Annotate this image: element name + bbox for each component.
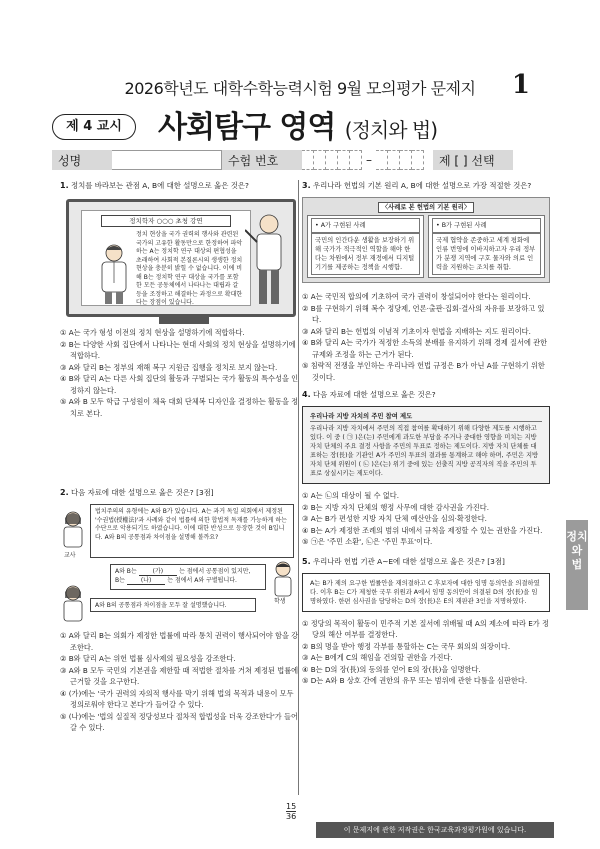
exam-number-box[interactable] [326, 150, 338, 170]
exam-header-title: 2026학년도 대학수학능력시험 9월 모의평가 문제지 [124, 79, 476, 98]
teacher-icon [60, 584, 86, 622]
option[interactable]: ③ A는 B에게 C의 해임을 건의할 권한을 가진다. [302, 653, 453, 662]
option[interactable]: ② B와 달리 A는 위헌 법률 심사제의 필요성을 강조한다. [60, 654, 236, 663]
left-column [60, 180, 300, 734]
teacher-bubble: A와 B의 공통점과 차이점을 모두 잘 설명했습니다. [90, 598, 256, 612]
screen-stand [159, 316, 209, 324]
question-1-options [60, 327, 300, 419]
option[interactable]: ② B를 구현하기 위해 복수 정당제, 언론·출판·집회·결사의 자유를 보장하고 있다. [302, 303, 545, 324]
principle-a-case: • A가 구현된 사례 국민의 인간다운 생활을 보장하기 위해 국가가 적극적인 역할을 해야 한다는 차원에서 정부 재정에서 디지털 기기를 제공하는 정책을 시행함. [307, 215, 424, 278]
lecture-banner: 정치학자 ○○○ 초청 강연 [101, 215, 231, 227]
option[interactable]: ④ B와 달리 A는 국가가 적정한 소득의 분배를 유지하기 위해 경제 질서에 관한 규제와 조정을 하는 근거가 된다. [302, 338, 548, 359]
lecture-text: 정치 현상을 국가 권력의 행사와 관련된 국가의 고유한 활동만으로 한정하여 파악하는 A는 정치학 연구 대상의 편협성을 초래하여 사회적 본질론시의 생생한 정치 현상을 충분히 밝힐 수 없습니다. 이에 비해 B는 정치학 연구 대상을 국가를 포함한 모든 공동체에서 나타나는 대립과 갈등을 조정하고 해결하는 과정으로 확대한다는 장점이 있습니다. [136, 231, 243, 306]
option[interactable]: ⑤ (나)에는 '법의 실질적 정당성보다 절차적 합법성을 더욱 강조한다'가 들어갈 수 있다. [60, 711, 298, 732]
exam-number-box[interactable] [338, 150, 350, 170]
question-4-stem: 4. 다음 자료에 대한 설명으로 옳은 것은? [302, 390, 436, 399]
student-label: 학생 [274, 598, 286, 605]
exam-number-box[interactable] [302, 150, 314, 170]
option[interactable]: ③ A와 달리 B는 정부의 재해 복구 지원금 집행을 정치로 보지 않는다. [60, 362, 278, 372]
panel-title: 우리나라 지방 자치의 주민 참여 제도 [310, 412, 542, 422]
principle-b-case: • B가 구현된 사례 국제 협약을 존중하고 세계 평화에 인류 번영에 이바지하고자 우리 정부가 분쟁 지역에 구호 물자와 의료 인력을 지원하는 조치를 취함. [428, 215, 545, 278]
question-2-stem: 2. 다음 자료에 대한 설명으로 옳은 것은? [3점] [60, 488, 214, 497]
lecturer-pointing-icon [245, 212, 289, 308]
student-bubble: A와 B는 (가) 는 점에서 공통점이 있지만, B는 (나) 는 점에서 A와 구별됩니다. [110, 564, 266, 590]
subject-sub: (정치와 법) [344, 118, 438, 142]
session-badge: 제 4 교시 [52, 114, 136, 140]
subject-side-tab: 정치와 법 [566, 520, 588, 610]
choice-label: 제 [ ] 선택 [433, 150, 513, 170]
question-5-stem: 5. 우리나라 헌법 기관 A~E에 대한 설명으로 옳은 것은? [3점] [302, 556, 505, 566]
student-icon [270, 560, 296, 598]
teacher-icon [60, 510, 86, 550]
exam-number-box[interactable] [388, 150, 400, 170]
lecture-slide [81, 210, 251, 306]
option[interactable]: ⑤ A와 B 모두 학급 구성원이 체육 대회 단체복 디자인을 결정하는 활동을 정치로 본다. [60, 397, 299, 418]
name-field[interactable] [112, 150, 222, 170]
page-counter [286, 802, 296, 821]
option[interactable]: ① A는 국민적 합의에 기초하여 국가 권력이 창설되어야 한다는 원리이다. [302, 292, 531, 301]
right-column [302, 180, 550, 687]
exam-number-box[interactable] [412, 150, 424, 170]
question-2-options [60, 630, 300, 734]
question-3-stem: 3. 우리나라 헌법의 기본 원리 A, B에 대한 설명으로 가장 적절한 것은? [302, 181, 532, 190]
teacher-student-dialog [60, 504, 300, 622]
option[interactable]: ② B는 지방 자치 단체의 행정 사무에 대한 감사권을 가진다. [302, 502, 489, 512]
page-number: 1 [511, 70, 530, 100]
exam-number-box[interactable] [376, 150, 388, 170]
exam-number-dash: – [366, 153, 372, 167]
exam-number-box[interactable] [350, 150, 362, 170]
option[interactable]: ① A와 달리 B는 의회가 제정한 법률에 따라 통치 권력이 행사되어야 함을 강조한다. [60, 631, 299, 652]
constitution-principles-panel [302, 197, 550, 283]
blank-ga: (가) [139, 568, 177, 576]
option[interactable]: ⑤ 침략적 전쟁을 부인하는 우리나라 헌법 규정은 B가 아닌 A를 구현하기 위한 것이다. [302, 361, 545, 382]
exam-number-box[interactable] [314, 150, 326, 170]
copyright-notice: 이 문제지에 관한 저작권은 한국교육과정평가원에 있습니다. [316, 822, 554, 838]
page-current: 15 [286, 802, 297, 811]
student-info-row [52, 150, 557, 170]
option[interactable]: ② B는 다양한 사회 집단에서 나타나는 현대 사회의 정치 현상을 설명하기에 적합하다. [60, 339, 296, 360]
option[interactable]: ① A는 국가 형성 이전의 정치 현상을 설명하기에 적합하다. [60, 328, 245, 337]
teacher-bubble: 법치주의의 유형에는 A와 B가 있습니다. A는 과거 독일 의회에서 제정된 '수권법(授權法)'과 사례와 같이 법률에 의한 합법적 독재를 가능하게 하는 수단으로 악용되기도 하였습니다. 이에 대한 반성으로 등장한 것이 B입니다. A와 B의 공통점과 차이점을 설명해 볼까요? [90, 504, 294, 558]
professor-illustration [96, 243, 132, 305]
option[interactable]: ③ A는 B가 편성한 지방 자치 단체 예산안을 심의·확정한다. [302, 514, 487, 523]
option[interactable]: ③ A와 달리 B는 헌법의 이념적 기초이자 헌법을 지배하는 지도 원리이다. [302, 326, 531, 336]
teacher-label: 교사 [64, 552, 76, 559]
option[interactable]: ③ A와 B 모두 국민의 기본권을 제한할 때 적법한 절차를 거쳐 제정된 법률에 근거할 것을 요구한다. [60, 665, 299, 686]
name-label: 성명 [52, 150, 112, 170]
lecture-screen [66, 199, 296, 317]
option[interactable]: ① 정당의 목적이 활동이 민주적 기본 질서에 위배될 때 A의 제소에 따라 E가 정당의 해산 여부를 결정한다. [302, 618, 549, 639]
option[interactable]: ⑤ D는 A와 B 상호 간에 권한의 유무 또는 범위에 관한 다툼을 심판한다. [302, 676, 528, 685]
blank-na: (나) [127, 577, 165, 585]
question-1-stem: 1. 정치를 바라보는 관점 A, B에 대한 설명으로 옳은 것은? [60, 181, 249, 190]
option[interactable]: ① A는 ㉡의 대상이 될 수 없다. [302, 491, 400, 500]
panel-text: 우리나라 지방 자치에서 주민의 직접 참여를 확대하기 위해 다양한 제도를 시행하고 있다. 이 중 ( ㉠ )은(는) 주민에게 과도한 부담을 주거나 중대한 영향을 미치는 지방 자치 단체의 주요 결정 사항을 주민의 투표로 정하는 제도이다. 지방 자치 단체를 대표하는 장(長)을 기관인 A가 주민의 투표의 결과를 통계하고 해야 하며, 주민은 지방 자치 단체 위원이 ( ㉡ )은(는) 위기 중에 있는 선출직 지방 공직자의 직을 주민의 투표로 상실시키는 제도이다. [310, 425, 539, 477]
option[interactable]: ④ B는 A가 제정한 조례의 범위 내에서 규칙을 제정할 수 있는 권한을 가진다. [302, 525, 543, 535]
option[interactable]: ④ B와 달리 A는 다른 사회 집단의 활동과 구별되는 국가 활동의 특수성을 인정하지 않는다. [60, 374, 299, 395]
exam-number-label: 수험 번호 [222, 150, 302, 170]
option[interactable]: ⑤ ㉠은 '주민 소환', ㉡은 '주민 투표'이다. [302, 537, 433, 546]
exam-number-box[interactable] [400, 150, 412, 170]
question-5-options [302, 618, 550, 687]
local-autonomy-panel [302, 406, 550, 484]
constitutional-agencies-box: A는 B가 제의 요구한 법률안을 재의결하고 C 후보자에 대한 임명 동의안을 의결하였다. 이후 B는 C가 제청한 국무 위원과 A에서 임명 동의안이 의결된 D의 장(長)을 임명하였다. 한편 심사권을 담당하는 D의 장(長)은 E의 재판관 3인을 지명하였다. [302, 573, 550, 612]
option[interactable]: ④ B는 D의 장(長)의 동의를 얻어 E의 장(長)을 임명한다. [302, 664, 481, 674]
subject-title [158, 102, 437, 146]
question-4-options [302, 490, 550, 548]
page-total: 36 [286, 812, 297, 821]
option[interactable]: ② B의 명을 받아 행정 각부를 통할하는 C는 국무 회의의 의장이다. [302, 641, 511, 651]
panel-title: 〈사례로 본 헌법의 기본 원리〉 [378, 202, 474, 213]
subject-main: 사회탐구 영역 [158, 110, 336, 145]
question-3-options [302, 291, 550, 383]
option[interactable]: ④ (가)에는 '국가 권력의 자의적 행사를 막기 위해 법의 목적과 내용이 모두 정의로워야 한다고 본다'가 들어갈 수 있다. [60, 688, 294, 709]
